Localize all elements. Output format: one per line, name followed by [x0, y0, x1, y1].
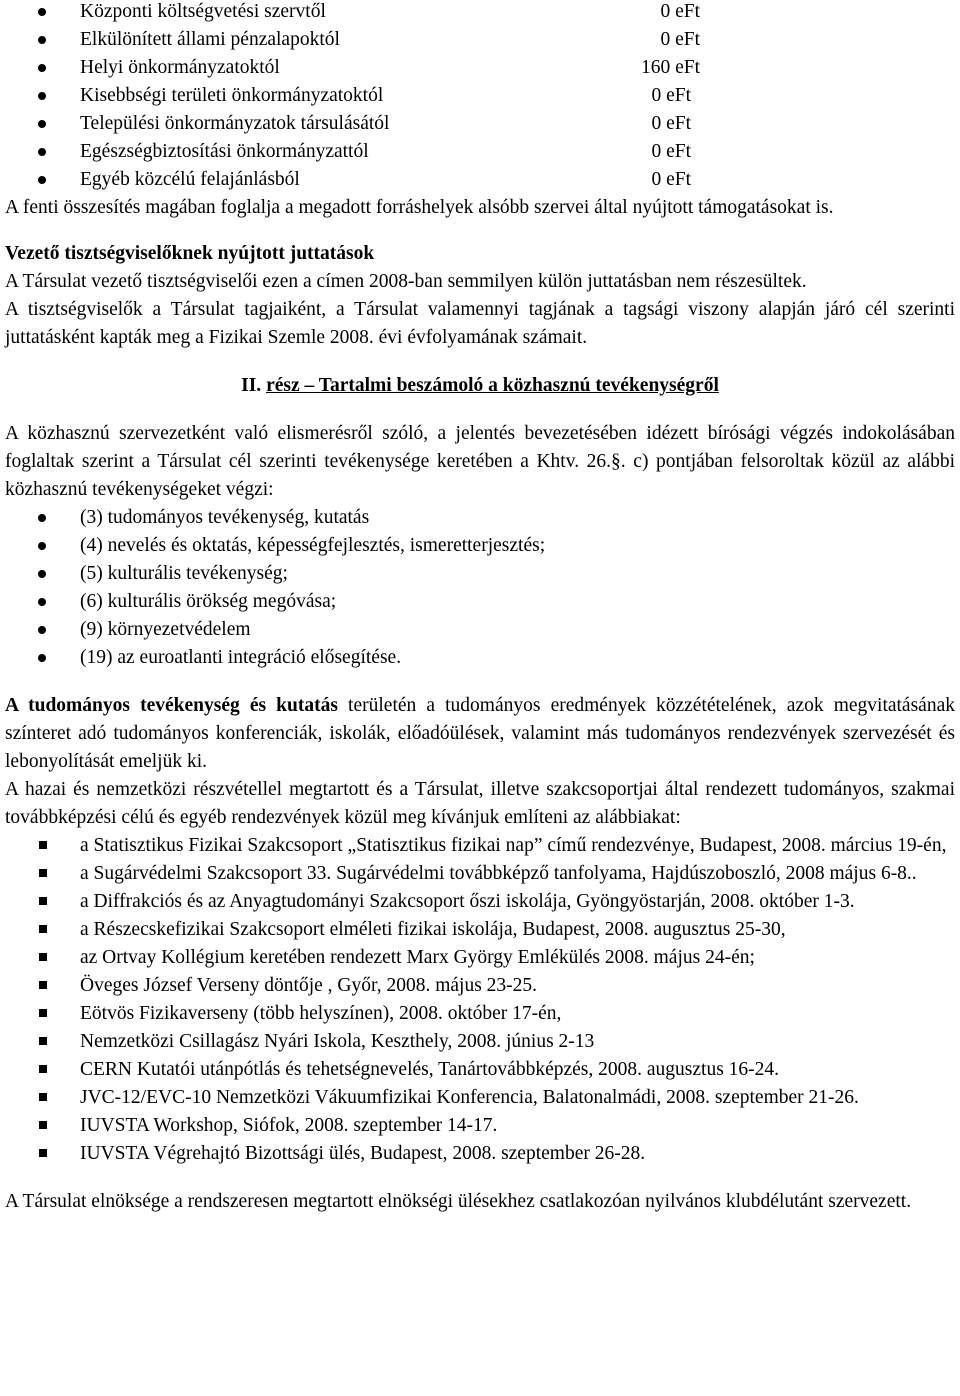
funding-label: Helyi önkormányzatoktól: [80, 57, 280, 78]
event-item: [5, 1028, 955, 1056]
officers-paragraph: A tisztségviselők a Társulat tagjaiként, a Társulat valamennyi tagjának a tagsági viszony alapján járó cél szerinti juttatásként kapták meg a Fizikai Szemle 2008. évi évfolyamának számait.: [5, 299, 955, 348]
bullet-icon: [38, 64, 46, 72]
part-intro: A közhasznú szervezetként való elismerésről szóló, a jelentés bevezetésében idézett bírósági végzés indokolásában foglaltak szerint a Társulat cél szerinti tevékenysége keretében a Khtv. 26.§. c) pontjában felsoroltak közül az alábbi közhasznú tevékenységeket végzi:: [5, 423, 955, 500]
officers-paragraph: A Társulat vezető tisztségviselői ezen a címen 2008-ban semmilyen külön juttatásban nem részesültek.: [5, 271, 807, 292]
square-bullet-icon: [39, 869, 47, 877]
square-bullet-icon: [39, 1149, 47, 1157]
bullet-icon: [38, 176, 46, 184]
square-bullet-icon: [39, 1121, 47, 1129]
funding-row: [5, 54, 955, 82]
event-text: a Sugárvédelmi Szakcsoport 33. Sugárvédelmi továbbképző tanfolyama, Hajdúszoboszló, 2008 május 6-8..: [80, 863, 917, 884]
funding-label: Elkülönített állami pénzalapoktól: [80, 29, 340, 50]
bullet-icon: [38, 36, 46, 44]
funding-amount: 0 eFt: [651, 85, 691, 106]
square-bullet-icon: [39, 925, 47, 933]
square-bullet-icon: [39, 1065, 47, 1073]
square-bullet-icon: [39, 1009, 47, 1017]
activity-list: [5, 504, 955, 672]
event-item: [5, 888, 955, 916]
activity-item: [5, 504, 955, 532]
activity-item: [5, 644, 955, 672]
funding-row: [5, 110, 955, 138]
funding-amount: 0 eFt: [651, 169, 691, 190]
document-page: [5, 0, 955, 1216]
officers-heading: Vezető tisztségviselőknek nyújtott juttatások: [5, 243, 375, 264]
event-text: Eötvös Fizikaverseny (több helyszínen), 2008. október 17-én,: [80, 1003, 562, 1024]
bullet-icon: [38, 542, 46, 550]
bullet-icon: [38, 598, 46, 606]
event-text: az Ortvay Kollégium keretében rendezett Marx György Emlékülés 2008. május 24-én;: [80, 947, 755, 968]
activity-item: [5, 616, 955, 644]
bullet-icon: [38, 148, 46, 156]
event-text: a Diffrakciós és az Anyagtudományi Szakcsoport őszi iskolája, Gyöngyöstarján, 2008. október 1-3.: [80, 891, 855, 912]
event-item: [5, 916, 955, 944]
closing-paragraph: A Társulat elnöksége a rendszeresen megtartott elnökségi ülésekhez csatlakozóan nyilvános klubdélutánt szervezett.: [5, 1191, 912, 1212]
square-bullet-icon: [39, 1037, 47, 1045]
event-item: [5, 860, 955, 888]
activity-item: [5, 588, 955, 616]
funding-amount: 0 eFt: [660, 1, 700, 22]
summary-note: A fenti összesítés magában foglalja a megadott forráshelyek alsóbb szervei által nyújtott támogatásokat is.: [5, 197, 834, 218]
part-number: II.: [241, 375, 262, 396]
activity-item: [5, 532, 955, 560]
funding-label: Egyéb közcélú felajánlásból: [80, 169, 300, 190]
funding-row: [5, 0, 955, 26]
event-item: [5, 972, 955, 1000]
funding-label: Települési önkormányzatok társulásától: [80, 113, 390, 134]
square-bullet-icon: [39, 1093, 47, 1101]
funding-amount: 160 eFt: [640, 57, 700, 78]
funding-row: [5, 26, 955, 54]
event-item: [5, 1056, 955, 1084]
event-item: [5, 1112, 955, 1140]
activity-item: [5, 560, 955, 588]
bullet-icon: [38, 8, 46, 16]
funding-label: Egészségbiztosítási önkormányzattól: [80, 141, 369, 162]
funding-amount: 0 eFt: [651, 113, 691, 134]
event-text: CERN Kutatói utánpótlás és tehetségnevelés, Tanártovábbképzés, 2008. augusztus 16-24.: [80, 1059, 780, 1080]
event-text: IUVSTA Workshop, Siófok, 2008. szeptember 14-17.: [80, 1115, 498, 1136]
activity-label: (19) az euroatlanti integráció elősegítése.: [80, 647, 402, 668]
square-bullet-icon: [39, 953, 47, 961]
activity-label: (3) tudományos tevékenység, kutatás: [80, 507, 370, 528]
square-bullet-icon: [39, 841, 47, 849]
bullet-icon: [38, 92, 46, 100]
square-bullet-icon: [39, 981, 47, 989]
bullet-icon: [38, 120, 46, 128]
funding-row: [5, 138, 955, 166]
event-item: [5, 1000, 955, 1028]
event-text: IUVSTA Végrehajtó Bizottsági ülés, Budapest, 2008. szeptember 26-28.: [80, 1143, 646, 1164]
science-paragraph: [5, 692, 955, 776]
event-text: a Statisztikus Fizikai Szakcsoport „Statisztikus fizikai nap” című rendezvénye, Budapest, 2008. március 19-én,: [80, 835, 947, 856]
event-text: Nemzetközi Csillagász Nyári Iskola, Keszthely, 2008. június 2-13: [80, 1031, 595, 1052]
bullet-icon: [38, 514, 46, 522]
science-text: területén a tudományos eredmények közzétételének, azok megvitatásának színteret adó tudományos konferenciák, iskolák, előadóülések, valamint más tudományos rendezvények szervezését és lebonyolítását emeljük ki.: [5, 695, 955, 772]
activity-label: (5) kulturális tevékenység;: [80, 563, 288, 584]
funding-label: Kisebbségi területi önkormányzatoktól: [80, 85, 384, 106]
event-item: [5, 832, 955, 860]
event-item: [5, 944, 955, 972]
part-title: [5, 372, 955, 400]
activity-label: (4) nevelés és oktatás, képességfejlesztés, ismeretterjesztés;: [80, 535, 546, 556]
event-item: [5, 1084, 955, 1112]
part-title-text: rész – Tartalmi beszámoló a közhasznú tevékenységről: [266, 375, 719, 396]
funding-amount: 0 eFt: [651, 141, 691, 162]
bullet-icon: [38, 570, 46, 578]
funding-amount: 0 eFt: [660, 29, 700, 50]
funding-list: [5, 0, 955, 194]
event-text: JVC-12/EVC-10 Nemzetközi Vákuumfizikai Konferencia, Balatonalmádi, 2008. szeptember 21-26.: [80, 1087, 859, 1108]
funding-row: [5, 166, 955, 194]
events-intro: A hazai és nemzetközi részvétellel megtartott és a Társulat, illetve szakcsoportjai által rendezett tudományos, szakmai továbbképzési célú és egyéb rendezvények közül meg kívánjuk említeni az alábbiakat:: [5, 779, 955, 828]
activity-label: (9) környezetvédelem: [80, 619, 251, 640]
bullet-icon: [38, 626, 46, 634]
event-text: Öveges József Verseny döntője , Győr, 2008. május 23-25.: [80, 975, 538, 996]
event-text: a Részecskefizikai Szakcsoport elméleti fizikai iskolája, Budapest, 2008. augusztus 25-30,: [80, 919, 786, 940]
funding-row: [5, 82, 955, 110]
activity-label: (6) kulturális örökség megóvása;: [80, 591, 337, 612]
event-item: [5, 1140, 955, 1168]
square-bullet-icon: [39, 897, 47, 905]
bullet-icon: [38, 654, 46, 662]
funding-label: Központi költségvetési szervtől: [80, 1, 326, 22]
event-list: [5, 832, 955, 1168]
science-lead: A tudományos tevékenység és kutatás: [5, 695, 338, 716]
